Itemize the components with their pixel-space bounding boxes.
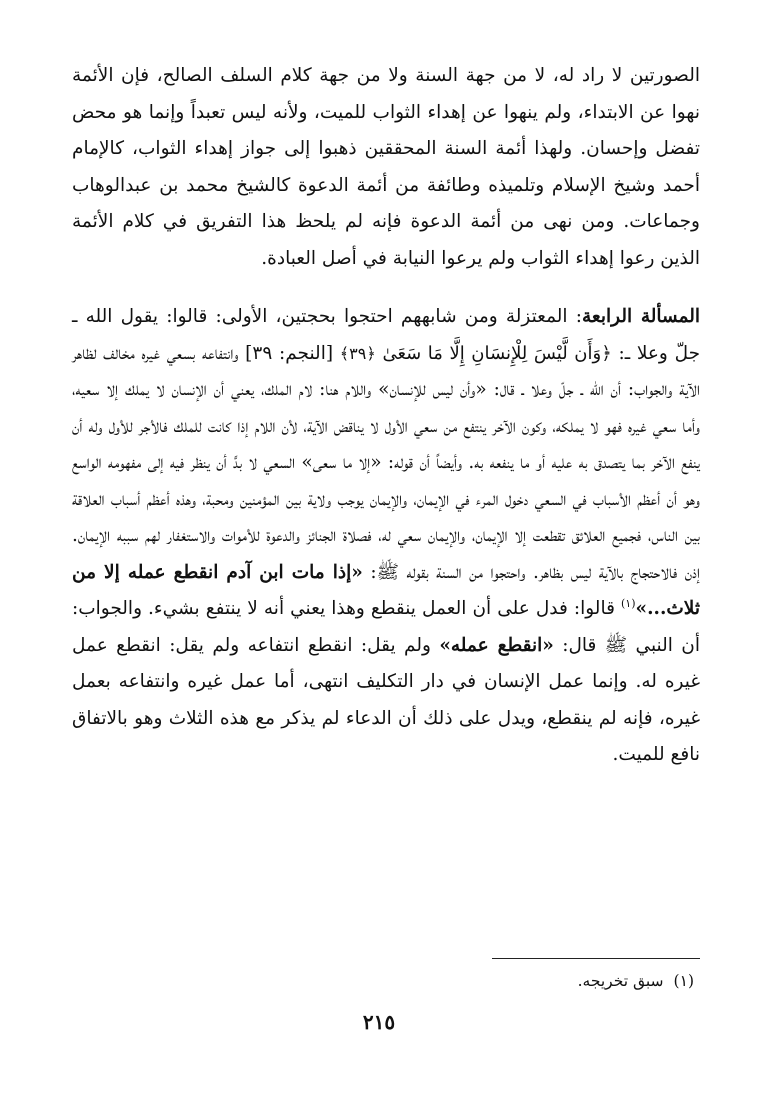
paragraph-2 (72, 299, 700, 774)
paragraph-2-text-2: [النجم: ٣٩] وانتفاعه بسعي غيره مخالف لظاهر الآية والجواب: أن الله ـ جلّ وعلا ـ قال: «وأن ليس للإنسان» واللام هنا: لام الملك، يعني أن الإنسان لا يملك إلا سعيه، وأما سعي غيره فهو لا يملكه، وكون الآخر ينتفع من سعي الأول لا يناقض الآية، لأن اللام إذا كانت للملك فالأجر للأول وله أن ينفع الآخر بما يتصدق به عليه أو ما ينفعه به. وأيضاً أن قوله: «إلا ما سعى» السعي لا بدَّ أن ينظر فيه إلى مفهومه الواسع وهو أن أعظم الأسباب في السعي دخول المرء في الإيمان، والإيمان يوجب ولاية بين المؤمنين ومحبة، وهذه أعظم أسباب العلاقة بين الناس، فجميع العلائق تقطعت إلا الإيمان، والإيمان سعي له، فصلاة الجنائز والدعوة للأموات والاستغفار لهم سببه الإيمان. إذن فالاحتجاج بالآية ليس بظاهر. واحتجوا من السنة بقوله ﷺ: (72, 342, 700, 583)
paragraph-2-text-4: ولم يقل: انقطع انتفاعه ولم يقل: انقطع عمل غيره له. وإنما عمل الإنسان في دار التكليف انتهى، أما عمل غيره وانتفاعه بعمل غيره، فإنه لم ينقطع، ويدل على ذلك أن الدعاء لم يذكر مع هذه الثلاث وهو بالاتفاق نافع للميت. (72, 634, 700, 765)
quran-verse: ﴿وَأَن لَّيْسَ لِلْإِنسَانِ إِلَّا مَا سَعَىٰ (382, 342, 612, 364)
footnote-reference[interactable]: (١) (620, 596, 636, 610)
page-body (72, 58, 700, 774)
footnote-text: سبق تخريجه. (577, 972, 664, 990)
footnote (578, 968, 694, 994)
paragraph-2-text-3: قالوا: فدل على أن العمل ينقطع وهذا يعني أنه لا ينتفع بشيء. والجواب: أن النبي ﷺ قال: (72, 598, 700, 656)
hadith-quote-2: «انقطع عمله» (439, 634, 554, 656)
hadith-quote: «إذا مات ابن آدم انقطع عمله إلا من ثلاث...» (72, 561, 700, 619)
section-heading: المسألة الرابعة (581, 306, 700, 327)
page-number: ٢١٥ (362, 1010, 396, 1034)
ayah-number-marker: ﴿٣٩﴾ (339, 343, 376, 363)
footnote-number: (١) (673, 972, 694, 990)
paragraph-1: الصورتين لا راد له، لا من جهة السنة ولا من جهة كلام السلف الصالح، فإن الأئمة نهوا عن الابتداء، ولم ينهوا عن إهداء الثواب للميت، ولأنه ليس تعبداً وإنما هو محض تفضل وإحسان. ولهذا أئمة السنة المحققين ذهبوا إلى جواز إهداء الثواب، كالإمام أحمد وشيخ الإسلام وتلميذه وطائفة من أئمة الدعوة كالشيخ محمد بن عبدالوهاب وجماعات. ومن نهى من أئمة الدعوة فإنه لم يلحظ هذا التفريق في كلام الأئمة الذين رعوا إهداء الثواب ولم يرعوا النيابة في أصل العبادة. (72, 65, 700, 269)
footnote-divider (492, 958, 700, 959)
paragraph-2-text-1: : المعتزلة ومن شابههم احتجوا بحجتين، الأولى: قالوا: يقول الله ـ جلّ وعلا ـ: (72, 306, 701, 364)
